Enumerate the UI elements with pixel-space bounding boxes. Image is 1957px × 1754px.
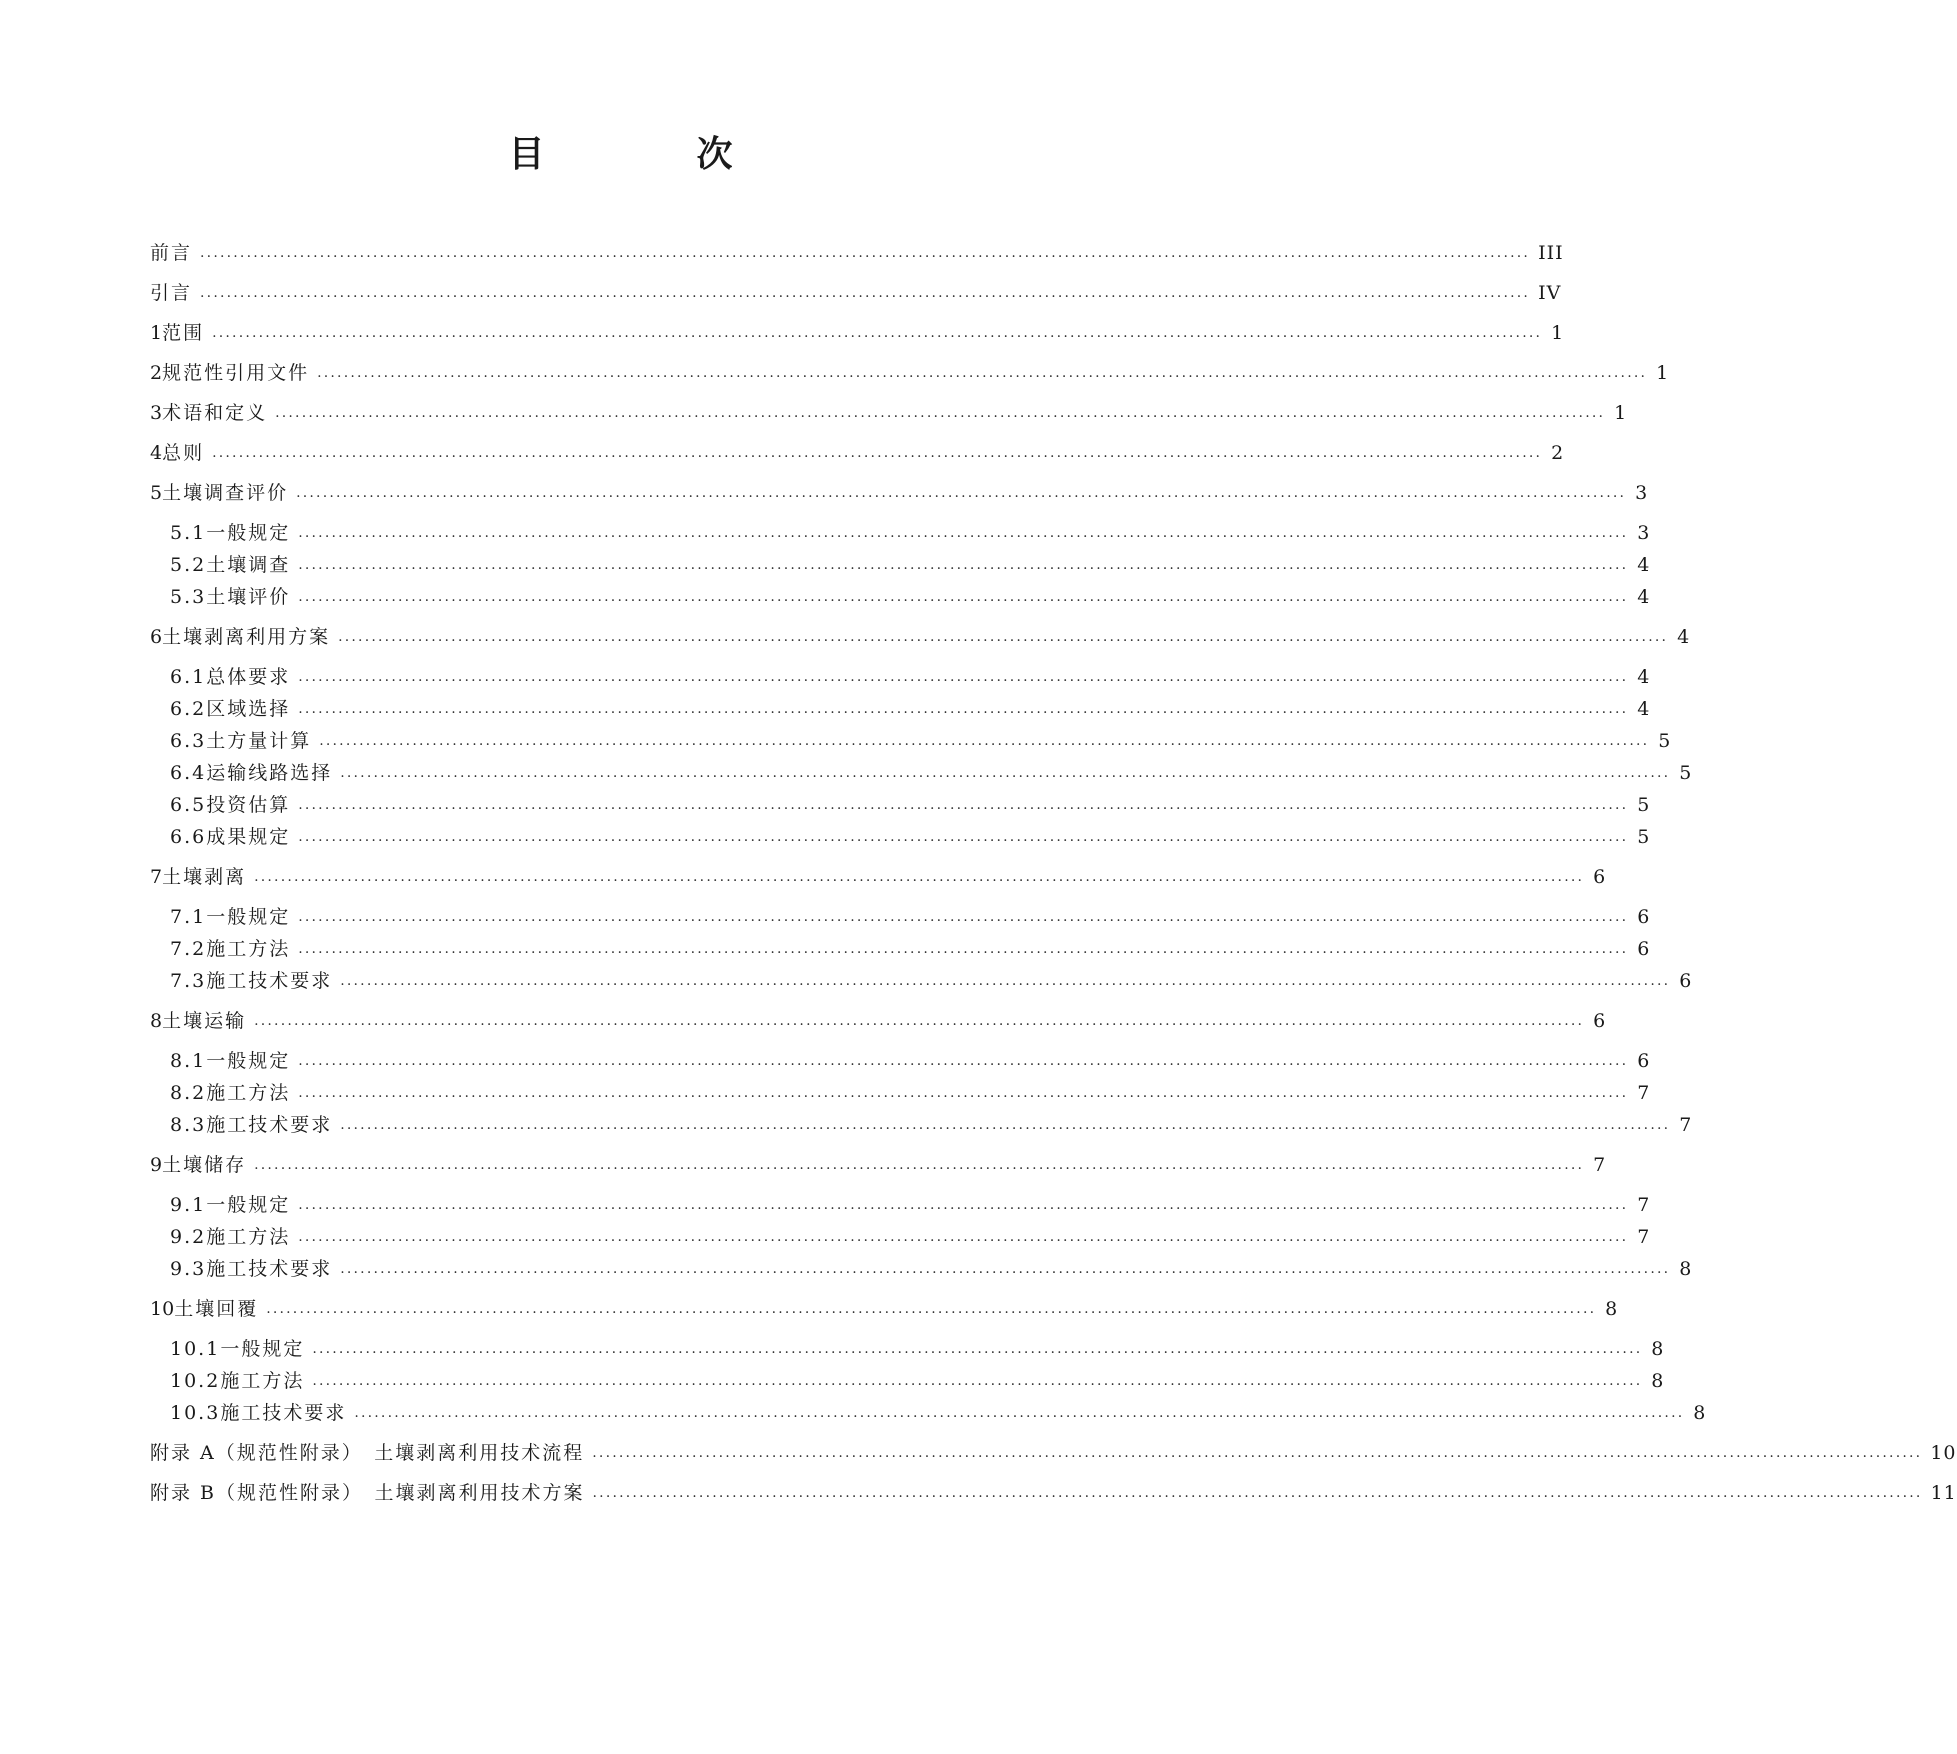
toc-entry-title: 施工方法 [206,1082,291,1104]
toc-entry-leader: ........................................................................................................................................................................................................ [298,669,1629,685]
toc-entry-leader: ........................................................................................................................................................................................................ [296,485,1627,501]
toc-entry-number: 9 [150,1154,163,1176]
toc-entry-number: 8.2 [170,1082,207,1104]
toc-entry-title: 土方量计算 [206,730,312,752]
toc-entry-leader: ........................................................................................................................................................................................................ [298,1053,1629,1069]
toc-entry-leader: ........................................................................................................................................................................................................ [254,1013,1585,1029]
toc-entry-title: 一般规定 [206,1050,291,1072]
toc-entry-page: 3 [1635,482,1649,504]
toc-entry-number: 5.2 [170,554,207,576]
toc-entry-number: 7 [150,866,163,888]
toc-entry-number: 9.1 [170,1194,207,1216]
toc-entry-number: 2 [150,362,163,384]
toc-subentry[interactable] [170,1078,1651,1108]
toc-entry[interactable] [150,238,1564,268]
toc-entry-page: 1 [1614,402,1628,424]
toc-entry-page: 11 [1930,1482,1957,1504]
toc-entry-page: 6 [1637,938,1651,960]
toc-entry[interactable] [150,1294,1619,1324]
toc-entry-leader: ........................................................................................................................................................................................................ [312,1341,1643,1357]
toc-entry-title: 术语和定义 [162,402,268,424]
toc-subentry[interactable] [170,1110,1693,1140]
toc-subentry[interactable] [170,822,1651,852]
toc-entry-leader: ........................................................................................................................................................................................................ [298,589,1629,605]
toc-entry-page: 7 [1637,1226,1651,1248]
toc-entry-title: 土壤运输 [162,1010,247,1032]
toc-entry-leader: ........................................................................................................................................................................................................ [317,365,1648,381]
toc-entry-title: 一般规定 [206,522,291,544]
toc-entry-page: 1 [1656,362,1670,384]
toc-entry-page: 8 [1693,1402,1707,1424]
toc-entry-leader: ........................................................................................................................................................................................................ [298,701,1629,717]
toc-entry-leader: ........................................................................................................................................................................................................ [298,829,1629,845]
toc-entry-number: 3 [150,402,163,424]
toc-entry-leader: ........................................................................................................................................................................................................ [254,869,1585,885]
toc-entry-leader: ........................................................................................................................................................................................................ [254,1157,1585,1173]
toc-entry-appendix-a[interactable] [150,1438,1957,1468]
toc-subentry[interactable] [170,934,1651,964]
toc-entry-title: 土壤调查评价 [162,482,289,504]
toc-entry[interactable] [150,1150,1607,1180]
toc-entry-title: 投资估算 [206,794,291,816]
toc-entry-page: 7 [1679,1114,1693,1136]
toc-entry-number: 7.3 [170,970,207,992]
toc-entry-title: 附录 A（规范性附录） 土壤剥离利用技术流程 [150,1442,585,1464]
toc-entry-number: 10.3 [170,1402,221,1424]
toc-entry-number: 9.2 [170,1226,207,1248]
toc-entry-title: 一般规定 [206,906,291,928]
toc-entry-leader: ........................................................................................................................................................................................................ [592,1445,1923,1461]
toc-subentry[interactable] [170,550,1651,580]
toc-entry-page: 6 [1637,906,1651,928]
page-title: 目 次 [508,134,791,175]
toc-entry-page: 4 [1637,554,1651,576]
toc-entry-leader: ........................................................................................................................................................................................................ [340,1261,1671,1277]
toc-entry-number: 6 [150,626,163,648]
toc-entry-page: 6 [1593,866,1607,888]
toc-entry-page: 5 [1637,826,1651,848]
toc-entry-title: 成果规定 [206,826,291,848]
toc-entry-page: 6 [1679,970,1693,992]
toc-entry-number: 6.6 [170,826,207,848]
toc-entry-number: 6.2 [170,698,207,720]
toc-entry-title: 范围 [162,322,205,344]
toc-entry-page: 4 [1637,666,1651,688]
toc-entry-page: 7 [1637,1082,1651,1104]
toc-entry-page: 4 [1637,698,1651,720]
toc-entry-number: 7.2 [170,938,207,960]
toc-entry-number: 6.1 [170,666,207,688]
toc-entry-number: 6.5 [170,794,207,816]
toc-entry-title: 施工技术要求 [206,1114,333,1136]
toc-entry-page: 10 [1930,1442,1957,1464]
toc-entry-page: 8 [1651,1370,1665,1392]
toc-entry-leader: ........................................................................................................................................................................................................ [338,629,1669,645]
toc-entry-title: 施工方法 [206,938,291,960]
toc-entry-title: 施工技术要求 [206,970,333,992]
toc-entry-title: 总则 [162,442,205,464]
toc-entry-page: 3 [1637,522,1651,544]
toc-entry-page: 7 [1593,1154,1607,1176]
toc-entry-title: 土壤调查 [206,554,291,576]
toc-entry-leader: ........................................................................................................................................................................................................ [592,1485,1923,1501]
toc-entry-page: 7 [1637,1194,1651,1216]
toc-entry-page: III [1538,242,1564,264]
toc-entry-title: 一般规定 [206,1194,291,1216]
toc-entry-leader: ........................................................................................................................................................................................................ [340,1117,1671,1133]
toc-entry-page: 8 [1679,1258,1693,1280]
toc-entry-number: 10.1 [170,1338,221,1360]
toc-entry-title: 土壤评价 [206,586,291,608]
toc-entry[interactable] [150,862,1607,892]
toc-subentry[interactable] [170,662,1651,692]
toc-entry-page: 5 [1679,762,1693,784]
toc-entry-number: 1 [150,322,163,344]
toc-entry-page: 8 [1605,1298,1619,1320]
toc-entry-leader: ........................................................................................................................................................................................................ [340,973,1671,989]
toc-entry-leader: ........................................................................................................................................................................................................ [340,765,1671,781]
toc-entry-leader: ........................................................................................................................................................................................................ [298,941,1629,957]
toc-subentry[interactable] [170,726,1672,756]
toc-subentry[interactable] [170,1046,1651,1076]
toc-entry-number: 7.1 [170,906,207,928]
toc-entry-title: 前言 [150,242,193,264]
toc-entry-leader: ........................................................................................................................................................................................................ [298,1229,1629,1245]
toc-entry[interactable] [150,318,1565,348]
toc-subentry[interactable] [170,1222,1651,1252]
toc-entry-leader: ........................................................................................................................................................................................................ [312,1373,1643,1389]
toc-entry-number: 10 [150,1298,175,1320]
toc-entry-number: 5.1 [170,522,207,544]
toc-subentry[interactable] [170,582,1651,612]
toc-entry[interactable] [150,358,1670,388]
toc-entry-page: 4 [1637,586,1651,608]
toc-subentry[interactable] [170,1254,1693,1284]
toc-entry-leader: ........................................................................................................................................................................................................ [298,1085,1629,1101]
toc-entry-title: 土壤储存 [162,1154,247,1176]
toc-subentry[interactable] [170,758,1693,788]
toc-entry-leader: ........................................................................................................................................................................................................ [200,245,1531,261]
toc-entry-title: 一般规定 [220,1338,305,1360]
toc-entry-leader: ........................................................................................................................................................................................................ [275,405,1606,421]
toc-subentry[interactable] [170,790,1651,820]
toc-subentry[interactable] [170,1334,1665,1364]
toc-entry-page: 6 [1637,1050,1651,1072]
toc-entry-title: 引言 [150,282,193,304]
toc-entry-page: 8 [1651,1338,1665,1360]
toc-entry-number: 8.3 [170,1114,207,1136]
toc-entry-title: 规范性引用文件 [162,362,310,384]
toc-entry-number: 9.3 [170,1258,207,1280]
toc-entry-title: 土壤回覆 [174,1298,259,1320]
toc-entry-leader: ........................................................................................................................................................................................................ [212,445,1543,461]
toc-subentry[interactable] [170,902,1651,932]
toc-entry-number: 5 [150,482,163,504]
toc-entry-leader: ........................................................................................................................................................................................................ [319,733,1650,749]
toc-entry[interactable] [150,398,1628,428]
toc-entry-title: 土壤剥离 [162,866,247,888]
toc-entry-leader: ........................................................................................................................................................................................................ [200,285,1531,301]
toc-entry[interactable] [150,278,1562,308]
toc-entry-page: 2 [1551,442,1565,464]
toc-entry[interactable] [150,622,1691,652]
toc-entry-appendix-b[interactable] [150,1478,1957,1508]
toc-subentry[interactable] [170,1366,1665,1396]
toc-entry-title: 总体要求 [206,666,291,688]
toc-entry-leader: ........................................................................................................................................................................................................ [298,797,1629,813]
toc-entry-number: 10.2 [170,1370,221,1392]
toc-entry-number: 6.3 [170,730,207,752]
toc-entry-leader: ........................................................................................................................................................................................................ [298,557,1629,573]
toc-entry-title: 运输线路选择 [206,762,333,784]
toc-entry-leader: ........................................................................................................................................................................................................ [298,1197,1629,1213]
toc-subentry[interactable] [170,966,1693,996]
toc-entry-page: 1 [1551,322,1565,344]
toc-entry-number: 8 [150,1010,163,1032]
toc-entry-title: 区域选择 [206,698,291,720]
toc-entry[interactable] [150,1006,1607,1036]
toc-entry[interactable] [150,438,1565,468]
toc-entry-leader: ........................................................................................................................................................................................................ [212,325,1543,341]
toc-entry-leader: ........................................................................................................................................................................................................ [354,1405,1685,1421]
toc-entry-page: 6 [1593,1010,1607,1032]
toc-entry-title: 附录 B（规范性附录） 土壤剥离利用技术方案 [150,1482,585,1504]
toc-entry-page: 4 [1677,626,1691,648]
toc-subentry[interactable] [170,1190,1651,1220]
toc-entry[interactable] [150,478,1649,508]
toc-entry-number: 6.4 [170,762,207,784]
toc-entry-leader: ........................................................................................................................................................................................................ [298,525,1629,541]
toc-entry-title: 施工技术要求 [206,1258,333,1280]
toc-entry-number: 5.3 [170,586,207,608]
toc-subentry[interactable] [170,1398,1707,1428]
toc-entry-title: 施工方法 [206,1226,291,1248]
toc-subentry[interactable] [170,694,1651,724]
toc-entry-page: 5 [1637,794,1651,816]
toc-entry-title: 施工方法 [220,1370,305,1392]
toc-entry-leader: ........................................................................................................................................................................................................ [266,1301,1597,1317]
toc-subentry[interactable] [170,518,1651,548]
toc-entry-page: IV [1538,282,1562,304]
toc-entry-leader: ........................................................................................................................................................................................................ [298,909,1629,925]
toc-entry-number: 8.1 [170,1050,207,1072]
toc-entry-number: 4 [150,442,163,464]
toc-entry-page: 5 [1658,730,1672,752]
toc-entry-title: 施工技术要求 [220,1402,347,1424]
toc-entry-title: 土壤剥离利用方案 [162,626,331,648]
